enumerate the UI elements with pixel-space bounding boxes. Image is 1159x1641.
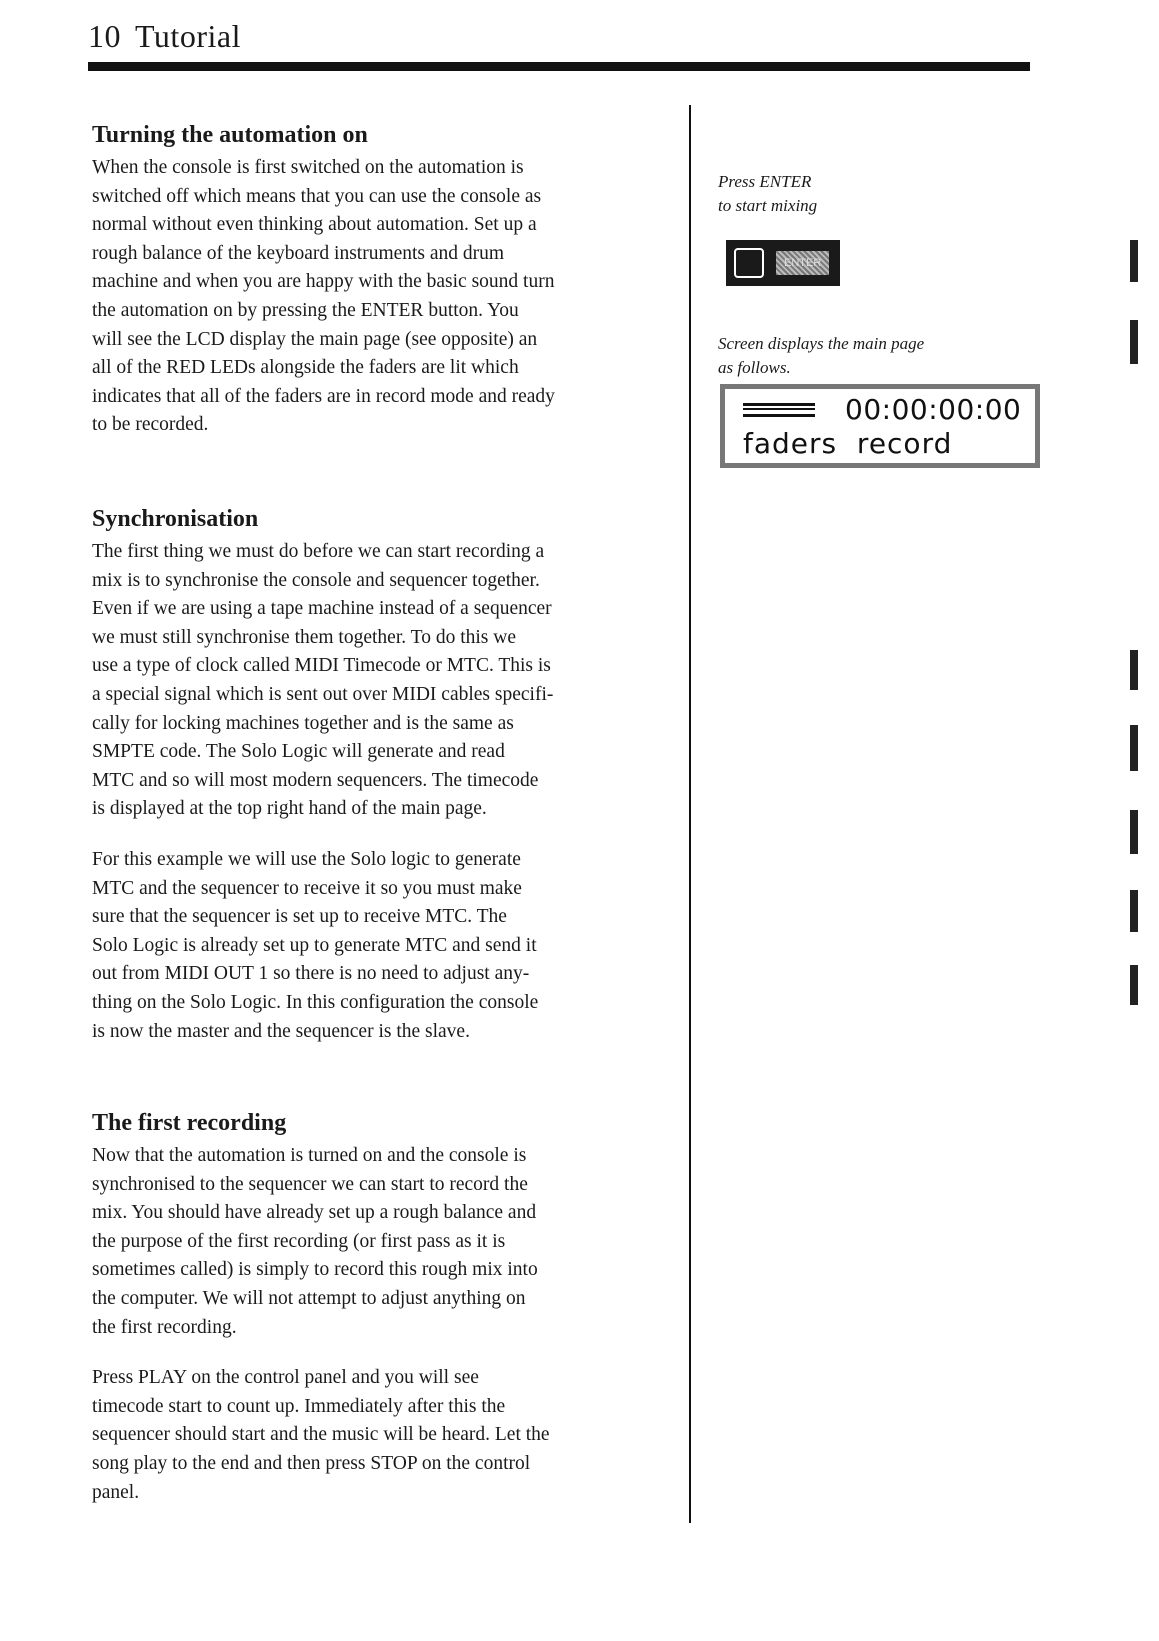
header-rule	[88, 62, 1030, 71]
key-icon	[734, 248, 764, 278]
section-heading: The first recording	[92, 1110, 287, 1136]
sidebar	[718, 170, 1038, 460]
page-number: 10	[88, 18, 121, 54]
column-divider	[689, 105, 691, 1523]
paragraph: For this example we will use the Solo logic to generate MTC and the sequencer to receive it so you must make sure that the sequencer is set up to receive MTC. The Solo Logic is already set up to generate MTC and send it out from MIDI OUT 1 so there is no need to adjust any- thing on the Solo Logic. In this configuration the console is now the master and the sequencer is the slave.	[92, 848, 539, 1042]
lcd-display	[720, 384, 1040, 468]
lcd-status: faders record	[743, 427, 953, 460]
dash-icon	[743, 403, 815, 417]
section-turning-automation-on	[92, 120, 555, 440]
section-first-recording	[92, 1108, 550, 1507]
page-header	[88, 18, 241, 55]
paragraph: Press PLAY on the control panel and you will see timecode start to count up. Immediately after this the sequencer should start and the music will be heard. Let the song play to the end and then press STOP on the control panel.	[92, 1367, 550, 1503]
lcd-timecode: 00:00:00:00	[845, 393, 1022, 426]
enter-button-label: ENTER	[776, 251, 829, 275]
section-heading: Turning the automation on	[92, 122, 368, 148]
section-synchronisation	[92, 504, 553, 1046]
lcd-caption: Screen displays the main page as follows.	[718, 334, 925, 377]
paragraph: The first thing we must do before we can start recording a mix is to synchronise the console and sequencer together. Even if we are using a tape machine instead of a sequencer we must still synchronise them together. To do this we use a type of clock called MIDI Timecode or MTC. This is a special signal which is sent out over MIDI cables specifi- cally for locking machines together and is the same as SMPTE code. The Solo Logic will generate and read MTC and so will most modern sequencers. The timecode is displayed at the top right hand of the main page.	[92, 541, 554, 820]
paragraph: When the console is first switched on the automation is switched off which means that you can use the console as normal without even thinking about automation. Set up a rough balance of the keyboard instruments and drum machine and when you are happy with the basic sound turn the automation on by pressing the ENTER button. You will see the LCD display the main page (see opposite) an all of the RED LEDs alongside the faders are lit which indicates that all of the faders are in record mode and ready to be recorded.	[92, 157, 555, 436]
enter-button-illustration	[726, 240, 840, 286]
enter-caption: Press ENTER to start mixing	[718, 172, 818, 215]
paragraph: Now that the automation is turned on and the console is synchronised to the sequencer we can start to record the mix. You should have already set up a rough balance and the purpose of the first recording (or first pass as it is sometimes called) is simply to record this rough mix into the computer. We will not attempt to adjust anything on the first recording.	[92, 1145, 538, 1338]
section-heading: Synchronisation	[92, 506, 259, 532]
chapter-title: Tutorial	[135, 18, 241, 54]
